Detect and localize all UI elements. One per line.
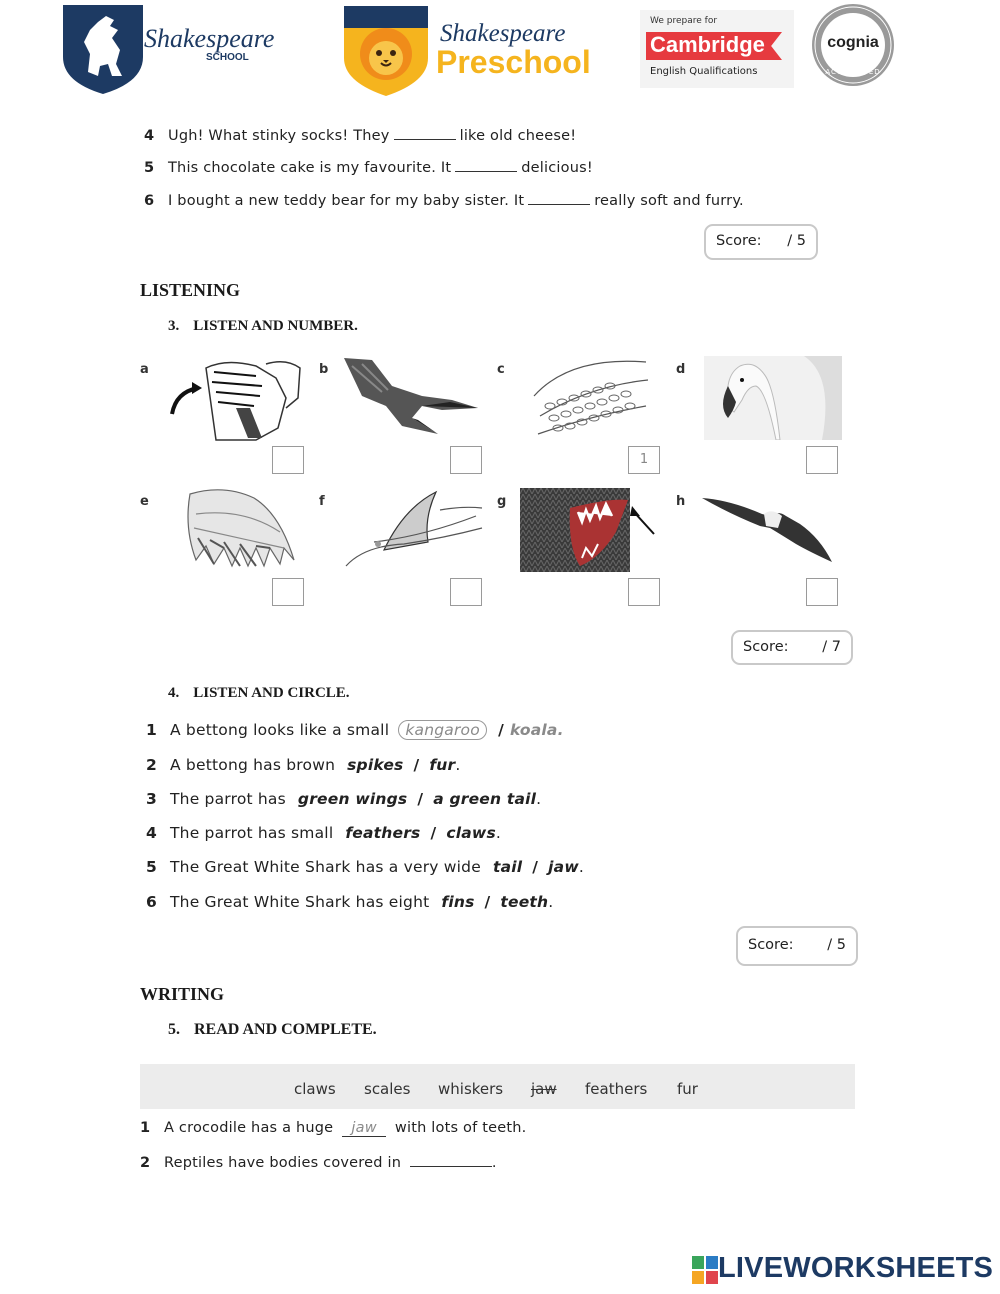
answer-box[interactable] (450, 446, 482, 474)
wing-picture (184, 488, 298, 570)
item-text: A bettong has brown (170, 756, 336, 774)
section-heading-listening: LISTENING (140, 280, 241, 300)
option[interactable]: a green tail (433, 790, 537, 808)
picture-letter: e (140, 494, 149, 509)
lion-face-icon (340, 2, 432, 98)
item-number: 6 (146, 893, 157, 911)
score-box (731, 630, 853, 665)
wings-picture (700, 494, 836, 566)
score-label: Score: (743, 639, 789, 655)
item-number: 2 (146, 756, 157, 774)
fin-picture (344, 488, 484, 570)
answer-blank[interactable] (528, 203, 590, 205)
word-bank-item: whiskers (438, 1080, 504, 1098)
whiskers-icon (166, 358, 306, 442)
complete-item (140, 1152, 497, 1171)
option-separator: / (417, 790, 424, 808)
shakespeare-school-logo (56, 2, 286, 98)
sentence-item (144, 160, 593, 176)
preschool-brand: Shakespeare (440, 20, 566, 47)
bear-teeth-icon (520, 488, 660, 572)
word-bank-item-used: jaw (531, 1080, 557, 1098)
item-text: The parrot has small (170, 824, 334, 842)
picture-letter: f (319, 494, 325, 509)
sentence-before: I bought a new teddy bear for my baby sister. It (168, 193, 525, 209)
item-text: The Great White Shark has eight (170, 893, 430, 911)
item-number: 1 (146, 721, 157, 739)
scales-icon (530, 356, 650, 440)
sentence-after: delicious! (521, 160, 593, 176)
item-number: 1 (140, 1120, 151, 1136)
word-bank-item: feathers (585, 1080, 648, 1098)
sentence-after: really soft and furry. (594, 193, 744, 209)
answer-blank[interactable] (455, 170, 517, 172)
cambridge-sub: English Qualifications (650, 66, 758, 77)
school-sub: SCHOOL (206, 52, 249, 63)
scales-picture (530, 356, 650, 440)
option-separator: / (498, 721, 504, 739)
option[interactable]: fins (441, 893, 475, 911)
circle-item (146, 858, 584, 876)
sentence-after: . (491, 1155, 497, 1171)
example-answer: jaw (342, 1120, 386, 1137)
answer-blank[interactable] (394, 138, 456, 140)
option[interactable]: green wings (297, 790, 408, 808)
option[interactable]: koala. (509, 721, 564, 739)
option[interactable]: spikes (347, 756, 404, 774)
score-total: / 7 (822, 639, 841, 655)
claws-picture (342, 356, 482, 436)
score-label: Score: (716, 233, 762, 249)
option-separator: / (430, 824, 437, 842)
whiskers-picture (166, 358, 306, 442)
answer-box[interactable] (272, 446, 304, 474)
lion-shield-icon (60, 2, 146, 96)
option[interactable]: fur (429, 756, 456, 774)
exercise-title (168, 1021, 377, 1039)
claw-icon (342, 356, 482, 436)
option[interactable]: teeth (500, 893, 549, 911)
school-name: Shakespeare (144, 24, 275, 53)
answer-box[interactable] (628, 578, 660, 606)
preschool-sub: Preschool (436, 44, 591, 80)
score-total: / 5 (787, 233, 806, 249)
exercise-title-text: LISTEN AND CIRCLE. (193, 685, 350, 701)
section-heading-writing: WRITING (140, 984, 225, 1004)
answer-box[interactable] (806, 446, 838, 474)
sentence-before: A crocodile has a huge (164, 1120, 334, 1136)
item-text: The parrot has (170, 790, 286, 808)
item-number: 2 (140, 1155, 151, 1171)
circle-item (146, 790, 541, 808)
item-end: . (536, 790, 542, 808)
cambridge-logo (640, 10, 794, 88)
item-number: 4 (146, 824, 157, 842)
answer-box[interactable] (450, 578, 482, 606)
item-number: 6 (144, 193, 155, 209)
picture-letter: d (676, 362, 686, 377)
sentence-item (144, 128, 576, 144)
sentence-before: Ugh! What stinky socks! They (168, 128, 390, 144)
answer-blank[interactable] (410, 1152, 492, 1167)
cambridge-top: We prepare for (650, 16, 718, 26)
option[interactable]: claws (446, 824, 496, 842)
item-end: . (578, 858, 584, 876)
item-end: . (495, 824, 502, 842)
sentence-item (144, 193, 744, 209)
exercise-number: 3. (168, 318, 180, 334)
item-text: The Great White Shark has a very wide (170, 858, 481, 876)
option-separator: / (484, 893, 491, 911)
exercise-title (168, 318, 358, 335)
item-number: 4 (144, 128, 155, 144)
item-number: 5 (144, 160, 155, 176)
preschool-logo (340, 2, 600, 100)
score-box (704, 224, 818, 260)
option[interactable]: tail (492, 858, 523, 876)
exercise-number: 5. (168, 1021, 180, 1038)
word-bank (140, 1064, 855, 1109)
circle-item (146, 756, 461, 774)
word-bank-item: scales (364, 1080, 411, 1098)
exercise-number: 4. (168, 685, 180, 701)
circle-item (146, 824, 501, 842)
exercise-title-text: LISTEN AND NUMBER. (193, 318, 358, 334)
picture-letter: h (676, 494, 686, 509)
item-number: 5 (146, 858, 157, 876)
picture-letter: b (319, 362, 329, 377)
answer-box[interactable]: 1 (628, 446, 660, 474)
liveworksheets-icon (692, 1256, 718, 1284)
word-bank-item: fur (677, 1080, 698, 1098)
circle-item (146, 720, 564, 740)
cognia-ring: ACCREDITED (825, 68, 881, 76)
option[interactable]: jaw (548, 858, 579, 876)
cognia-text: cognia (827, 34, 879, 51)
item-text: A bettong looks like a small (170, 721, 390, 739)
picture-letter: g (497, 494, 507, 509)
option-separator: / (532, 858, 539, 876)
wing-icon (184, 488, 298, 570)
circled-option[interactable]: kangaroo (398, 720, 487, 740)
cognia-seal (810, 2, 896, 88)
cambridge-name: Cambridge (650, 32, 765, 57)
score-total: / 5 (827, 937, 846, 953)
teeth-picture (520, 488, 660, 572)
exercise-title (168, 685, 350, 702)
liveworksheets-brand: LIVEWORKSHEETS (718, 1252, 994, 1284)
item-end: . (548, 893, 554, 911)
sentence-before: Reptiles have bodies covered in (164, 1155, 402, 1171)
beak-picture (704, 356, 842, 440)
item-number: 3 (146, 790, 157, 808)
word-bank-item: claws (294, 1080, 336, 1098)
answer-box[interactable] (806, 578, 838, 606)
option-separator: / (413, 756, 420, 774)
option[interactable]: feathers (345, 824, 421, 842)
sentence-before: This chocolate cake is my favourite. It (168, 160, 452, 176)
picture-letter: a (140, 362, 149, 377)
picture-letter: c (497, 362, 505, 377)
exercise-title-text: READ AND COMPLETE. (194, 1021, 377, 1038)
item-end: . (455, 756, 461, 774)
swan-head-icon (704, 356, 842, 440)
sentence-after: with lots of teeth. (394, 1120, 527, 1136)
shark-fin-icon (344, 488, 484, 570)
circle-item (146, 893, 553, 911)
score-label: Score: (748, 937, 794, 953)
complete-item (140, 1120, 526, 1137)
albatross-wings-icon (700, 494, 836, 566)
answer-box[interactable] (272, 578, 304, 606)
score-box (736, 926, 858, 966)
sentence-after: like old cheese! (459, 128, 577, 144)
